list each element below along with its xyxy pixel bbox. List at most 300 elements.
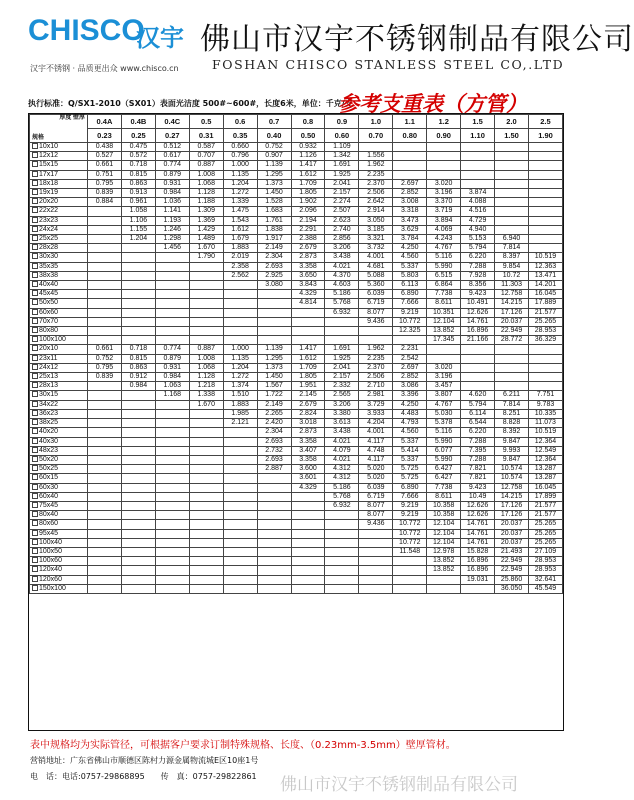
weight-cell xyxy=(359,143,393,152)
weight-cell: 1.141 xyxy=(155,207,189,216)
weight-cell: 3.196 xyxy=(427,189,461,198)
weight-cell: 25.265 xyxy=(528,529,562,538)
weight-cell: 1.450 xyxy=(257,189,291,198)
weight-cell: 1.805 xyxy=(291,373,325,382)
weight-cell: 4.748 xyxy=(359,446,393,455)
weight-cell: 7.928 xyxy=(461,271,495,280)
weight-cell: 1.036 xyxy=(155,198,189,207)
weight-cell xyxy=(88,299,122,308)
weight-cell: 2.370 xyxy=(359,363,393,372)
spec-label: 36x23 xyxy=(39,409,59,417)
weight-cell xyxy=(291,538,325,547)
weight-cell xyxy=(325,575,359,584)
weight-cell xyxy=(528,225,562,234)
weight-cell: 2.824 xyxy=(291,409,325,418)
brand-logo-cn: 汉宇 xyxy=(136,24,184,52)
weight-cell: 4.021 xyxy=(325,437,359,446)
weight-cell: 2.697 xyxy=(393,179,427,188)
spec-label: 25x25 xyxy=(39,235,59,243)
weight-cell xyxy=(461,345,495,354)
weight-cell: 3.613 xyxy=(325,419,359,428)
weight-cell xyxy=(189,584,223,593)
table-row xyxy=(30,207,563,216)
weight-cell xyxy=(257,492,291,501)
weight-cell xyxy=(155,557,189,566)
spec-label: 120x60 xyxy=(39,575,62,583)
weight-cell xyxy=(189,428,223,437)
weight-cell xyxy=(189,290,223,299)
weight-cell: 9.993 xyxy=(495,446,529,455)
weight-cell xyxy=(121,253,155,262)
thickness-value: 0.35 xyxy=(223,129,257,143)
weight-cell xyxy=(495,345,529,354)
weight-cell: 0.751 xyxy=(88,170,122,179)
checkbox-icon xyxy=(32,391,38,397)
weight-cell: 7.738 xyxy=(427,483,461,492)
weight-cell: 1.612 xyxy=(223,225,257,234)
weight-cell xyxy=(88,271,122,280)
weight-cell xyxy=(223,492,257,501)
weight-cell xyxy=(291,584,325,593)
checkbox-icon xyxy=(32,299,38,305)
weight-cell xyxy=(223,584,257,593)
weight-cell xyxy=(495,216,529,225)
weight-cell: 10.772 xyxy=(393,317,427,326)
weight-cell: 1.000 xyxy=(223,161,257,170)
weight-cell xyxy=(291,566,325,575)
weight-cell: 4.940 xyxy=(461,225,495,234)
weight-cell xyxy=(223,437,257,446)
weight-cell xyxy=(189,483,223,492)
weight-cell xyxy=(223,336,257,345)
table-row xyxy=(30,336,563,345)
weight-cell: 6.114 xyxy=(461,409,495,418)
weight-cell: 4.250 xyxy=(393,400,427,409)
weight-cell xyxy=(461,143,495,152)
thickness-label: 1.0 xyxy=(359,115,393,129)
weight-cell: 2.565 xyxy=(325,391,359,400)
weight-cell xyxy=(155,547,189,556)
weight-cell: 5.725 xyxy=(393,474,427,483)
weight-cell: 2.693 xyxy=(257,437,291,446)
weight-cell xyxy=(393,557,427,566)
weight-cell xyxy=(291,557,325,566)
weight-cell xyxy=(121,575,155,584)
weight-cell: 5.794 xyxy=(461,400,495,409)
checkbox-icon xyxy=(32,502,38,508)
weight-cell xyxy=(155,492,189,501)
weight-cell xyxy=(121,474,155,483)
weight-cell xyxy=(223,566,257,575)
weight-cell: 21.493 xyxy=(495,547,529,556)
spec-label: 18x18 xyxy=(39,179,59,187)
weight-cell: 3.729 xyxy=(359,400,393,409)
table-row xyxy=(30,511,563,520)
spec-cell xyxy=(30,538,88,547)
weight-cell xyxy=(88,511,122,520)
weight-cell: 6.932 xyxy=(325,308,359,317)
weight-cell: 12.978 xyxy=(427,547,461,556)
thickness-value: 1.50 xyxy=(495,129,529,143)
weight-cell: 1.204 xyxy=(121,235,155,244)
weight-cell xyxy=(155,281,189,290)
weight-cell xyxy=(528,207,562,216)
weight-cell: 4.312 xyxy=(325,465,359,474)
weight-cell xyxy=(121,547,155,556)
weight-cell xyxy=(155,501,189,510)
weight-cell: 5.725 xyxy=(393,465,427,474)
table-row xyxy=(30,271,563,280)
weight-cell: 4.329 xyxy=(291,483,325,492)
spec-cell xyxy=(30,520,88,529)
weight-cell: 0.863 xyxy=(121,363,155,372)
weight-cell xyxy=(223,483,257,492)
weight-cell: 1.722 xyxy=(257,391,291,400)
weight-cell xyxy=(495,189,529,198)
weight-cell: 2.231 xyxy=(393,345,427,354)
table-row xyxy=(30,262,563,271)
weight-cell xyxy=(121,419,155,428)
weight-cell: 3.318 xyxy=(393,207,427,216)
weight-cell xyxy=(291,575,325,584)
weight-cell: 2.332 xyxy=(325,382,359,391)
weight-cell xyxy=(257,299,291,308)
weight-cell xyxy=(189,575,223,584)
weight-cell xyxy=(495,170,529,179)
weight-cell: 28.772 xyxy=(495,336,529,345)
weight-cell xyxy=(359,327,393,336)
weight-cell: 5.990 xyxy=(427,262,461,271)
spec-label: 50x50 xyxy=(39,299,59,307)
weight-cell: 14.761 xyxy=(461,520,495,529)
checkbox-icon xyxy=(32,318,38,324)
weight-cell: 12.758 xyxy=(495,290,529,299)
weight-cell xyxy=(427,575,461,584)
checkbox-icon xyxy=(32,511,38,517)
weight-cell: 9.847 xyxy=(495,437,529,446)
spec-cell xyxy=(30,271,88,280)
weight-cell xyxy=(155,575,189,584)
weight-cell xyxy=(121,391,155,400)
spec-cell xyxy=(30,575,88,584)
weight-cell xyxy=(223,538,257,547)
weight-cell xyxy=(223,317,257,326)
spec-label: 20x10 xyxy=(39,345,59,353)
weight-cell xyxy=(325,336,359,345)
weight-cell xyxy=(495,198,529,207)
weight-cell: 6.940 xyxy=(495,235,529,244)
spec-cell xyxy=(30,345,88,354)
weight-cell xyxy=(121,400,155,409)
weight-cell xyxy=(155,446,189,455)
weight-cell xyxy=(257,511,291,520)
weight-cell xyxy=(257,317,291,326)
weight-cell: 11.303 xyxy=(495,281,529,290)
weight-cell xyxy=(291,317,325,326)
weight-cell: 4.250 xyxy=(393,244,427,253)
spec-cell xyxy=(30,529,88,538)
weight-cell: 4.767 xyxy=(427,244,461,253)
weight-cell xyxy=(495,373,529,382)
weight-cell: 21.577 xyxy=(528,501,562,510)
spec-cell xyxy=(30,419,88,428)
weight-cell xyxy=(223,501,257,510)
weight-cell: 17.126 xyxy=(495,308,529,317)
weight-cell: 21.577 xyxy=(528,511,562,520)
weight-cell xyxy=(325,566,359,575)
weight-cell xyxy=(223,455,257,464)
table-row xyxy=(30,363,563,372)
weight-cell: 6.077 xyxy=(427,446,461,455)
weight-cell xyxy=(189,336,223,345)
spec-cell xyxy=(30,317,88,326)
weight-cell: 3.650 xyxy=(291,271,325,280)
spec-cell xyxy=(30,455,88,464)
weight-cell: 5.116 xyxy=(427,428,461,437)
company-name-en: FOSHAN CHISCO STANLESS STEEL CO,.LTD xyxy=(212,57,565,72)
weight-cell: 0.931 xyxy=(155,179,189,188)
weight-cell: 1.135 xyxy=(223,170,257,179)
weight-cell: 2.740 xyxy=(325,225,359,234)
weight-cell xyxy=(121,501,155,510)
weight-cell xyxy=(88,575,122,584)
weight-cell xyxy=(121,437,155,446)
weight-cell: 0.887 xyxy=(189,161,223,170)
weight-cell: 0.587 xyxy=(189,143,223,152)
weight-cell: 0.984 xyxy=(121,382,155,391)
weight-cell xyxy=(88,382,122,391)
weight-cell: 17.899 xyxy=(528,492,562,501)
weight-cell xyxy=(88,501,122,510)
spec-cell xyxy=(30,235,88,244)
weight-cell: 3.370 xyxy=(427,198,461,207)
checkbox-icon xyxy=(32,364,38,370)
spec-label: 34x22 xyxy=(39,400,59,408)
weight-cell xyxy=(121,520,155,529)
weight-cell: 4.729 xyxy=(461,216,495,225)
weight-cell xyxy=(121,538,155,547)
weight-cell: 0.984 xyxy=(155,373,189,382)
weight-cell xyxy=(88,391,122,400)
table-corner xyxy=(30,115,88,143)
weight-cell: 1.295 xyxy=(257,354,291,363)
weight-cell: 3.396 xyxy=(393,391,427,400)
weight-cell xyxy=(189,446,223,455)
weight-cell xyxy=(121,428,155,437)
weight-cell xyxy=(359,336,393,345)
weight-cell xyxy=(528,198,562,207)
weight-cell: 1.709 xyxy=(291,179,325,188)
spec-label: 30x30 xyxy=(39,253,59,261)
spec-label: 38x25 xyxy=(39,419,59,427)
weight-cell: 2.096 xyxy=(291,207,325,216)
checkbox-icon xyxy=(32,484,38,490)
weight-cell xyxy=(528,216,562,225)
weight-cell xyxy=(257,547,291,556)
weight-cell: 9.436 xyxy=(359,520,393,529)
weight-cell: 1.917 xyxy=(257,235,291,244)
table-row xyxy=(30,382,563,391)
weight-cell: 1.691 xyxy=(325,345,359,354)
weight-cell: 1.567 xyxy=(257,382,291,391)
weight-cell xyxy=(495,161,529,170)
table-row xyxy=(30,317,563,326)
weight-cell xyxy=(461,161,495,170)
weight-cell: 17.126 xyxy=(495,511,529,520)
spec-cell xyxy=(30,290,88,299)
spec-cell xyxy=(30,327,88,336)
weight-cell: 10.519 xyxy=(528,428,562,437)
weight-cell: 0.961 xyxy=(121,198,155,207)
weight-cell: 8.077 xyxy=(359,308,393,317)
weight-cell: 1.272 xyxy=(223,189,257,198)
spec-cell xyxy=(30,281,88,290)
weight-cell: 3.438 xyxy=(325,428,359,437)
weight-cell: 1.126 xyxy=(291,152,325,161)
weight-cell xyxy=(359,566,393,575)
weight-table-container xyxy=(28,113,564,731)
checkbox-icon xyxy=(32,336,38,342)
weight-cell: 0.884 xyxy=(88,198,122,207)
weight-cell xyxy=(88,207,122,216)
weight-cell xyxy=(393,336,427,345)
weight-cell xyxy=(189,419,223,428)
weight-cell: 9.854 xyxy=(495,262,529,271)
weight-cell: 3.196 xyxy=(427,373,461,382)
weight-cell: 1.063 xyxy=(155,382,189,391)
weight-cell: 12.104 xyxy=(427,529,461,538)
weight-cell xyxy=(155,253,189,262)
footer-note: 表中规格均为实际管径，可根据客户要求订制特殊规格、长度、（0.23mm-3.5mm）壁厚管材。 xyxy=(30,740,456,751)
checkbox-icon xyxy=(32,290,38,296)
weight-cell: 0.815 xyxy=(121,354,155,363)
weight-cell: 1.543 xyxy=(223,216,257,225)
table-row xyxy=(30,501,563,510)
page-header xyxy=(0,0,634,96)
weight-cell: 1.962 xyxy=(359,345,393,354)
weight-cell xyxy=(528,363,562,372)
weight-cell: 16.896 xyxy=(461,566,495,575)
weight-cell: 0.752 xyxy=(88,354,122,363)
weight-cell: 14.215 xyxy=(495,492,529,501)
weight-cell: 3.358 xyxy=(291,437,325,446)
weight-cell xyxy=(121,566,155,575)
weight-cell: 3.473 xyxy=(393,216,427,225)
weight-cell: 6.211 xyxy=(495,391,529,400)
spec-cell xyxy=(30,225,88,234)
weight-cell: 0.572 xyxy=(121,152,155,161)
weight-cell xyxy=(325,327,359,336)
thickness-label: 0.4C xyxy=(155,115,189,129)
weight-cell: 0.984 xyxy=(155,189,189,198)
checkbox-icon xyxy=(32,152,38,158)
weight-cell: 2.235 xyxy=(359,354,393,363)
weight-cell: 1.068 xyxy=(189,179,223,188)
weight-cell xyxy=(189,557,223,566)
weight-cell xyxy=(528,170,562,179)
weight-cell xyxy=(121,446,155,455)
weight-cell: 1.168 xyxy=(155,391,189,400)
weight-cell xyxy=(88,437,122,446)
weight-cell xyxy=(393,152,427,161)
weight-cell: 6.544 xyxy=(461,419,495,428)
weight-cell: 2.149 xyxy=(257,244,291,253)
weight-cell: 0.718 xyxy=(121,345,155,354)
weight-cell: 1.790 xyxy=(189,253,223,262)
spec-cell xyxy=(30,189,88,198)
weight-cell: 0.718 xyxy=(121,161,155,170)
weight-cell xyxy=(257,538,291,547)
weight-cell: 1.109 xyxy=(325,143,359,152)
checkbox-icon xyxy=(32,576,38,582)
weight-cell xyxy=(155,409,189,418)
weight-cell: 17.126 xyxy=(495,501,529,510)
weight-cell xyxy=(189,511,223,520)
weight-cell: 6.719 xyxy=(359,299,393,308)
weight-cell: 1.155 xyxy=(121,225,155,234)
spec-label: 23x23 xyxy=(39,216,59,224)
weight-cell: 6.890 xyxy=(393,483,427,492)
weight-cell xyxy=(88,225,122,234)
weight-cell xyxy=(257,529,291,538)
weight-cell: 3.874 xyxy=(461,189,495,198)
weight-cell xyxy=(291,308,325,317)
weight-cell: 5.990 xyxy=(427,437,461,446)
spec-cell xyxy=(30,262,88,271)
weight-cell: 5.337 xyxy=(393,437,427,446)
weight-cell: 2.981 xyxy=(359,391,393,400)
standard-info: 执行标准：Q/SX1-2010（SX01）表面光洁度 500#~600#，长度6米，单位：千克/支 xyxy=(28,99,353,108)
weight-cell xyxy=(495,179,529,188)
weight-cell: 1.556 xyxy=(359,152,393,161)
weight-cell: 1.761 xyxy=(257,216,291,225)
weight-cell: 7.751 xyxy=(528,391,562,400)
weight-cell: 1.193 xyxy=(155,216,189,225)
table-row xyxy=(30,566,563,575)
table-row xyxy=(30,557,563,566)
weight-cell: 12.549 xyxy=(528,446,562,455)
weight-cell xyxy=(495,207,529,216)
spec-label: 50x25 xyxy=(39,465,59,473)
weight-cell: 1.417 xyxy=(291,345,325,354)
spec-label: 60x15 xyxy=(39,474,59,482)
weight-cell xyxy=(189,262,223,271)
weight-cell xyxy=(528,179,562,188)
weight-cell: 13.852 xyxy=(427,566,461,575)
weight-cell xyxy=(223,547,257,556)
weight-cell: 4.681 xyxy=(359,262,393,271)
spec-label: 60x40 xyxy=(39,492,59,500)
weight-cell: 1.450 xyxy=(257,373,291,382)
spec-cell xyxy=(30,308,88,317)
checkbox-icon xyxy=(32,272,38,278)
weight-cell: 3.380 xyxy=(325,409,359,418)
weight-cell xyxy=(121,281,155,290)
weight-cell xyxy=(88,235,122,244)
thickness-value: 0.50 xyxy=(291,129,325,143)
spec-cell xyxy=(30,152,88,161)
thickness-label: 0.5 xyxy=(189,115,223,129)
weight-cell: 12.364 xyxy=(528,437,562,446)
weight-cell xyxy=(528,143,562,152)
weight-cell: 6.719 xyxy=(359,492,393,501)
weight-cell: 3.008 xyxy=(393,198,427,207)
weight-cell xyxy=(393,143,427,152)
weight-cell xyxy=(155,308,189,317)
weight-cell xyxy=(88,281,122,290)
weight-cell xyxy=(223,575,257,584)
table-row xyxy=(30,281,563,290)
